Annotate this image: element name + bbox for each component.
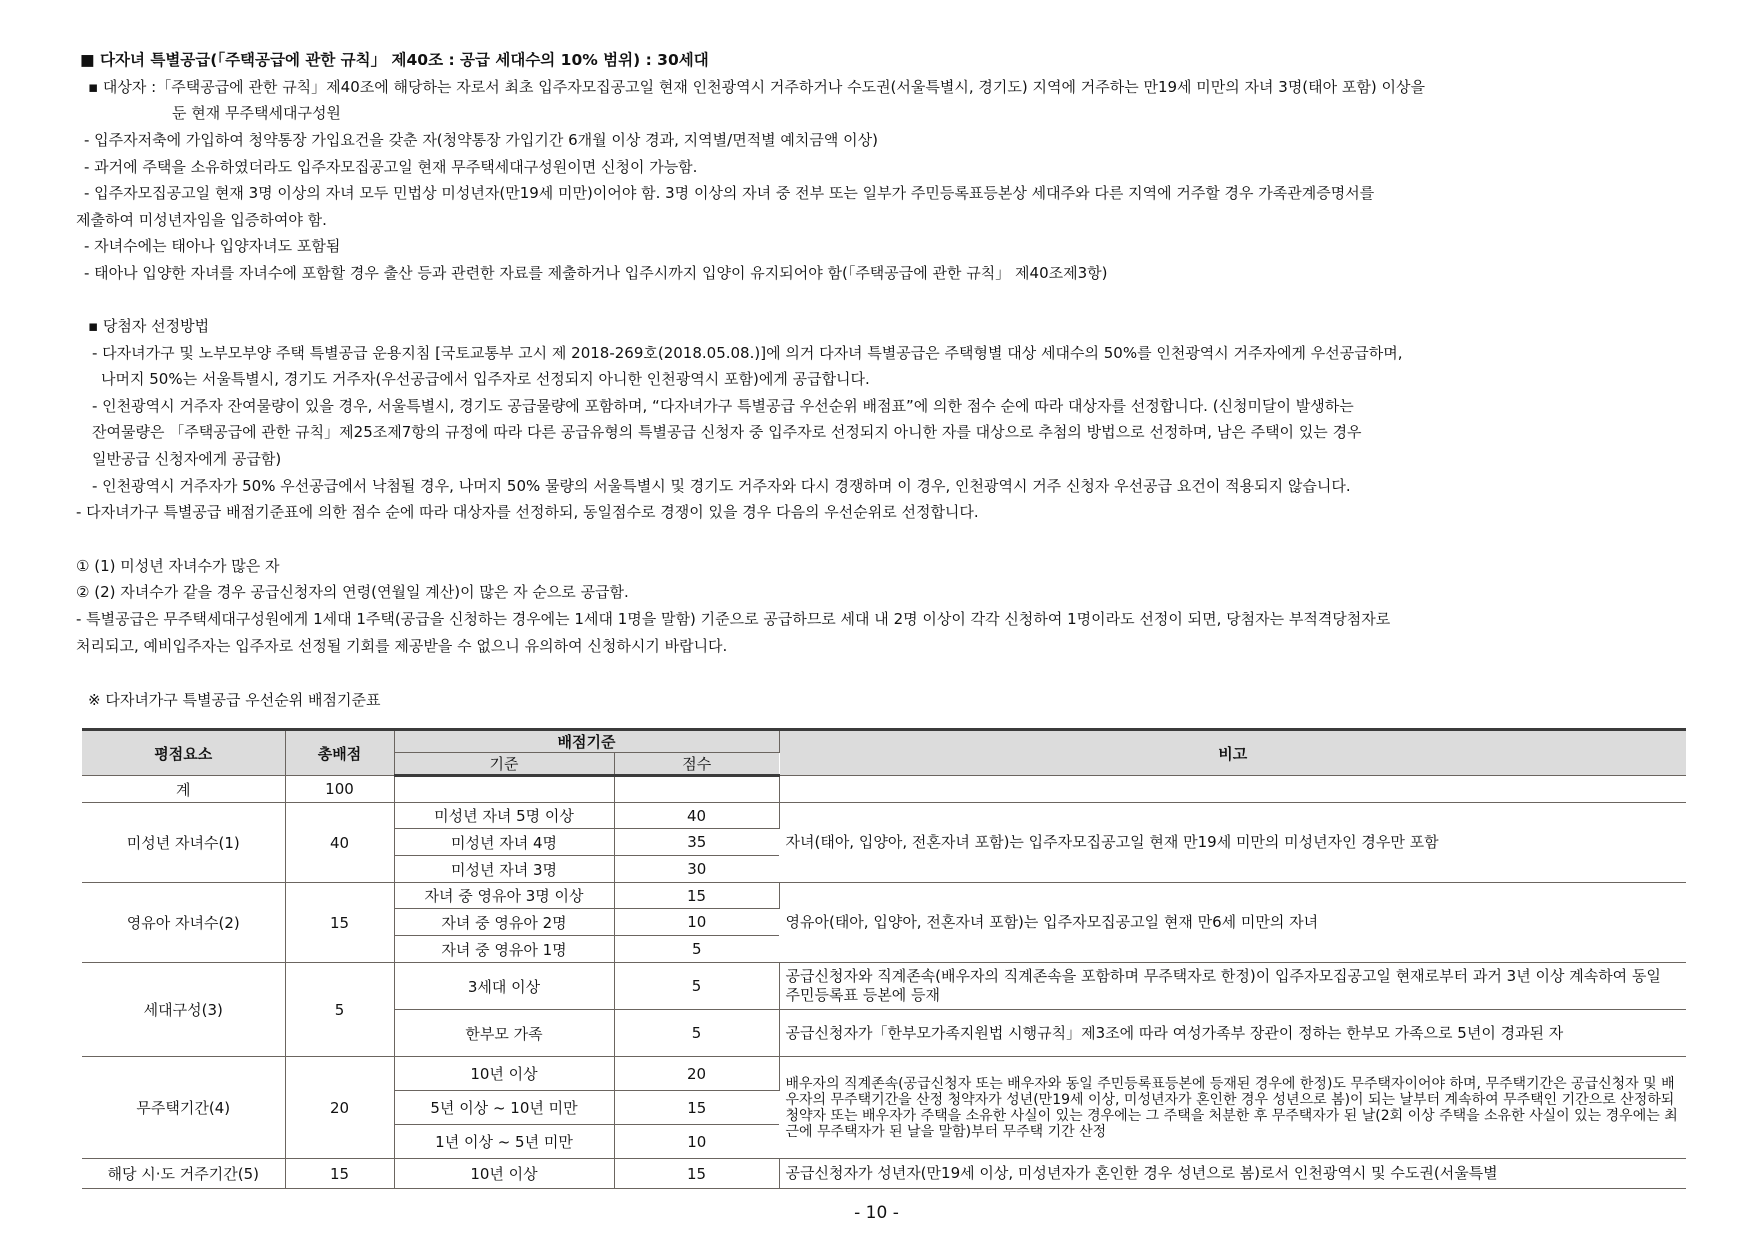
factor-label: 영유아 자녀수(2) [82,883,285,963]
factor-total: 40 [285,803,394,883]
header-remarks: 비고 [779,730,1686,776]
factor-label: 미성년 자녀수(1) [82,803,285,883]
factor-label: 무주택기간(4) [82,1057,285,1159]
selection-line: 일반공급 신청자에게 공급함) [92,450,282,468]
priority-line: 처리되고, 예비입주자는 입주자로 선정될 기회를 제공받을 수 없으니 유의하여 신청하시기 바랍니다. [76,637,728,655]
section-title: ■ 다자녀 특별공급(「주택공급에 관한 규칙」 제40조 : 공급 세대수의 10% 범위) : 30세대 [80,51,709,69]
table-caption: ※ 다자녀가구 특별공급 우선순위 배점기준표 [88,691,381,709]
total-row-value: 100 [285,776,394,803]
score-cell: 5 [614,936,779,963]
factor-total: 15 [285,1159,394,1189]
table-row [82,1159,1686,1189]
selection-line: - 인천광역시 거주자 잔여물량이 있을 경우, 서울특별시, 경기도 공급물량에 포함하며, “다자녀가구 특별공급 우선순위 배점표”에 의한 점수 순에 따라 대상자를 선정합니다. (신청미달이 발생하는 [92,397,1354,415]
selection-line: - 다자녀가구 및 노부모부양 주택 특별공급 운용지침 [국토교통부 고시 제 2018-269호(2018.05.08.)]에 의거 다자녀 특별공급은 주택형별 대상 세대수의 50%를 인천광역시 거주자에게 우선공급하며, [92,344,1403,362]
eligibility-item: - 자녀수에는 태아나 입양자녀도 포함됨 [84,237,341,255]
factor-total: 20 [285,1057,394,1159]
selection-line: 나머지 50%는 서울특별시, 경기도 거주자(우선공급에서 입주자로 선정되지 아니한 인천광역시 포함)에게 공급합니다. [101,370,870,388]
priority-line: - 특별공급은 무주택세대구성원에게 1세대 1주택(공급을 신청하는 경우에는 1세대 1명을 말함) 기준으로 공급하므로 세대 내 2명 이상이 각각 신청하여 1명이라도 선정이 되면, 당첨자는 부적격당첨자로 [76,610,1391,628]
criteria-cell: 미성년 자녀 5명 이상 [394,803,614,829]
criteria-cell: 미성년 자녀 4명 [394,829,614,856]
criteria-cell: 10년 이상 [394,1159,614,1189]
factor-total: 15 [285,883,394,963]
header-criteria: 기준 [394,753,614,776]
eligibility-item: - 입주자저축에 가입하여 청약통장 가입요건을 갖춘 자(청약통장 가입기간 6개월 이상 경과, 지역별/면적별 예치금액 이상) [84,131,878,149]
score-cell: 15 [614,883,779,909]
table-row [82,963,1686,1010]
table-row [82,776,1686,803]
score-cell: 20 [614,1057,779,1091]
score-cell: 40 [614,803,779,829]
remark-cell: 공급신청자와 직계존속(배우자의 직계존속을 포함하며 무주택자로 한정)이 입주자모집공고일 현재로부터 과거 3년 이상 계속하여 동일 주민등록표 등본에 등재 [779,963,1686,1010]
criteria-cell: 1년 이상 ~ 5년 미만 [394,1125,614,1159]
remark-cell: 자녀(태아, 입양아, 전혼자녀 포함)는 입주자모집공고일 현재 만19세 미만의 미성년자인 경우만 포함 [779,803,1686,883]
score-cell: 35 [614,829,779,856]
target-line-2: 둔 현재 무주택세대구성원 [172,104,341,122]
remark-cell: 공급신청자가 성년자(만19세 이상, 미성년자가 혼인한 경우 성년으로 봄)로서 인천광역시 및 수도권(서울특별 [779,1159,1686,1189]
target-line-1: ▪ 대상자 :「주택공급에 관한 규칙」제40조에 해당하는 자로서 최초 입주자모집공고일 현재 인천광역시 거주하거나 수도권(서울특별시, 경기도) 지역에 거주하는 만19세 미만의 자녀 3명(태아 포함) 이상을 [88,78,1425,96]
factor-label: 해당 시·도 거주기간(5) [82,1159,285,1189]
criteria-cell: 5년 이상 ~ 10년 미만 [394,1091,614,1125]
criteria-cell: 자녀 중 영유아 1명 [394,936,614,963]
page-number: - 10 - [854,1203,899,1223]
selection-line: 잔여물량은 「주택공급에 관한 규칙」제25조제7항의 규정에 따라 다른 공급유형의 특별공급 신청자 중 입주자로 선정되지 아니한 자를 대상으로 추첨의 방법으로 선정하며, 남은 주택이 있는 경우 [92,423,1362,441]
score-cell: 30 [614,856,779,883]
eligibility-item: - 과거에 주택을 소유하였더라도 입주자모집공고일 현재 무주택세대구성원이면 신청이 가능함. [84,158,698,176]
table-row [82,1057,1686,1091]
table-row [82,883,1686,909]
score-table [82,728,1686,1189]
total-row-label: 계 [82,776,285,803]
remark-cell: 영유아(태아, 입양아, 전혼자녀 포함)는 입주자모집공고일 현재 만6세 미만의 자녀 [779,883,1686,963]
score-cell: 15 [614,1159,779,1189]
criteria-cell: 10년 이상 [394,1057,614,1091]
criteria-cell: 미성년 자녀 3명 [394,856,614,883]
eligibility-item: - 태아나 입양한 자녀를 자녀수에 포함할 경우 출산 등과 관련한 자료를 제출하거나 입주시까지 입양이 유지되어야 함(「주택공급에 관한 규칙」 제40조제3항) [84,264,1108,282]
score-cell: 5 [614,1010,779,1057]
header-factor: 평점요소 [82,730,285,776]
score-cell: 5 [614,963,779,1010]
priority-line: ② (2) 자녀수가 같을 경우 공급신청자의 연령(연월일 계산)이 많은 자 순으로 공급함. [76,583,629,601]
score-cell: 10 [614,1125,779,1159]
eligibility-item: 제출하여 미성년자임을 입증하여야 함. [76,211,327,229]
criteria-cell: 3세대 이상 [394,963,614,1010]
criteria-cell: 자녀 중 영유아 3명 이상 [394,883,614,909]
header-score: 점수 [614,753,779,776]
selection-line: - 인천광역시 거주자가 50% 우선공급에서 낙첨될 경우, 나머지 50% 물량의 서울특별시 및 경기도 거주자와 다시 경쟁하며 이 경우, 인천광역시 거주 신청자 우선공급 요건이 적용되지 않습니다. [92,477,1351,495]
remark-cell: 배우자의 직계존속(공급신청자 또는 배우자와 동일 주민등록표등본에 등재된 경우에 한정)도 무주택자이어야 하며, 무주택기간은 공급신청자 및 배우자의 무주택기간을 산정 청약자가 성년(만19세 이상, 미성년자가 혼인한 경우 성년으로 봄)이 되는 날부터 계속하여 무주택인 기간으로 산정하되 청약자 또는 배우자가 주택을 소유한 사실이 있는 경우에는 그 주택을 처분한 후 무주택자가 된 날(2회 이상 주택을 소유한 사실이 있는 경우에는 최근에 무주택자가 된 날을 말함)부터 무주택 기간 산정 [779,1057,1686,1159]
score-cell: 15 [614,1091,779,1125]
score-cell: 10 [614,909,779,936]
criteria-cell: 한부모 가족 [394,1010,614,1057]
priority-line: ① (1) 미성년 자녀수가 많은 자 [76,557,280,575]
table-row [82,803,1686,829]
header-total: 총배점 [285,730,394,776]
selection-heading: ▪ 당첨자 선정방법 [88,317,210,335]
factor-total: 5 [285,963,394,1057]
selection-line: - 다자녀가구 특별공급 배점기준표에 의한 점수 순에 따라 대상자를 선정하되, 동일점수로 경쟁이 있을 경우 다음의 우선순위로 선정합니다. [76,503,979,521]
factor-label: 세대구성(3) [82,963,285,1057]
eligibility-item: - 입주자모집공고일 현재 3명 이상의 자녀 모두 민법상 미성년자(만19세 미만)이어야 함. 3명 이상의 자녀 중 전부 또는 일부가 주민등록표등본상 세대주와 다른 지역에 거주할 경우 가족관계증명서를 [84,184,1375,202]
header-criteria-group: 배점기준 [394,730,779,753]
criteria-cell: 자녀 중 영유아 2명 [394,909,614,936]
remark-cell: 공급신청자가「한부모가족지원법 시행규칙」제3조에 따라 여성가족부 장관이 정하는 한부모 가족으로 5년이 경과된 자 [779,1010,1686,1057]
